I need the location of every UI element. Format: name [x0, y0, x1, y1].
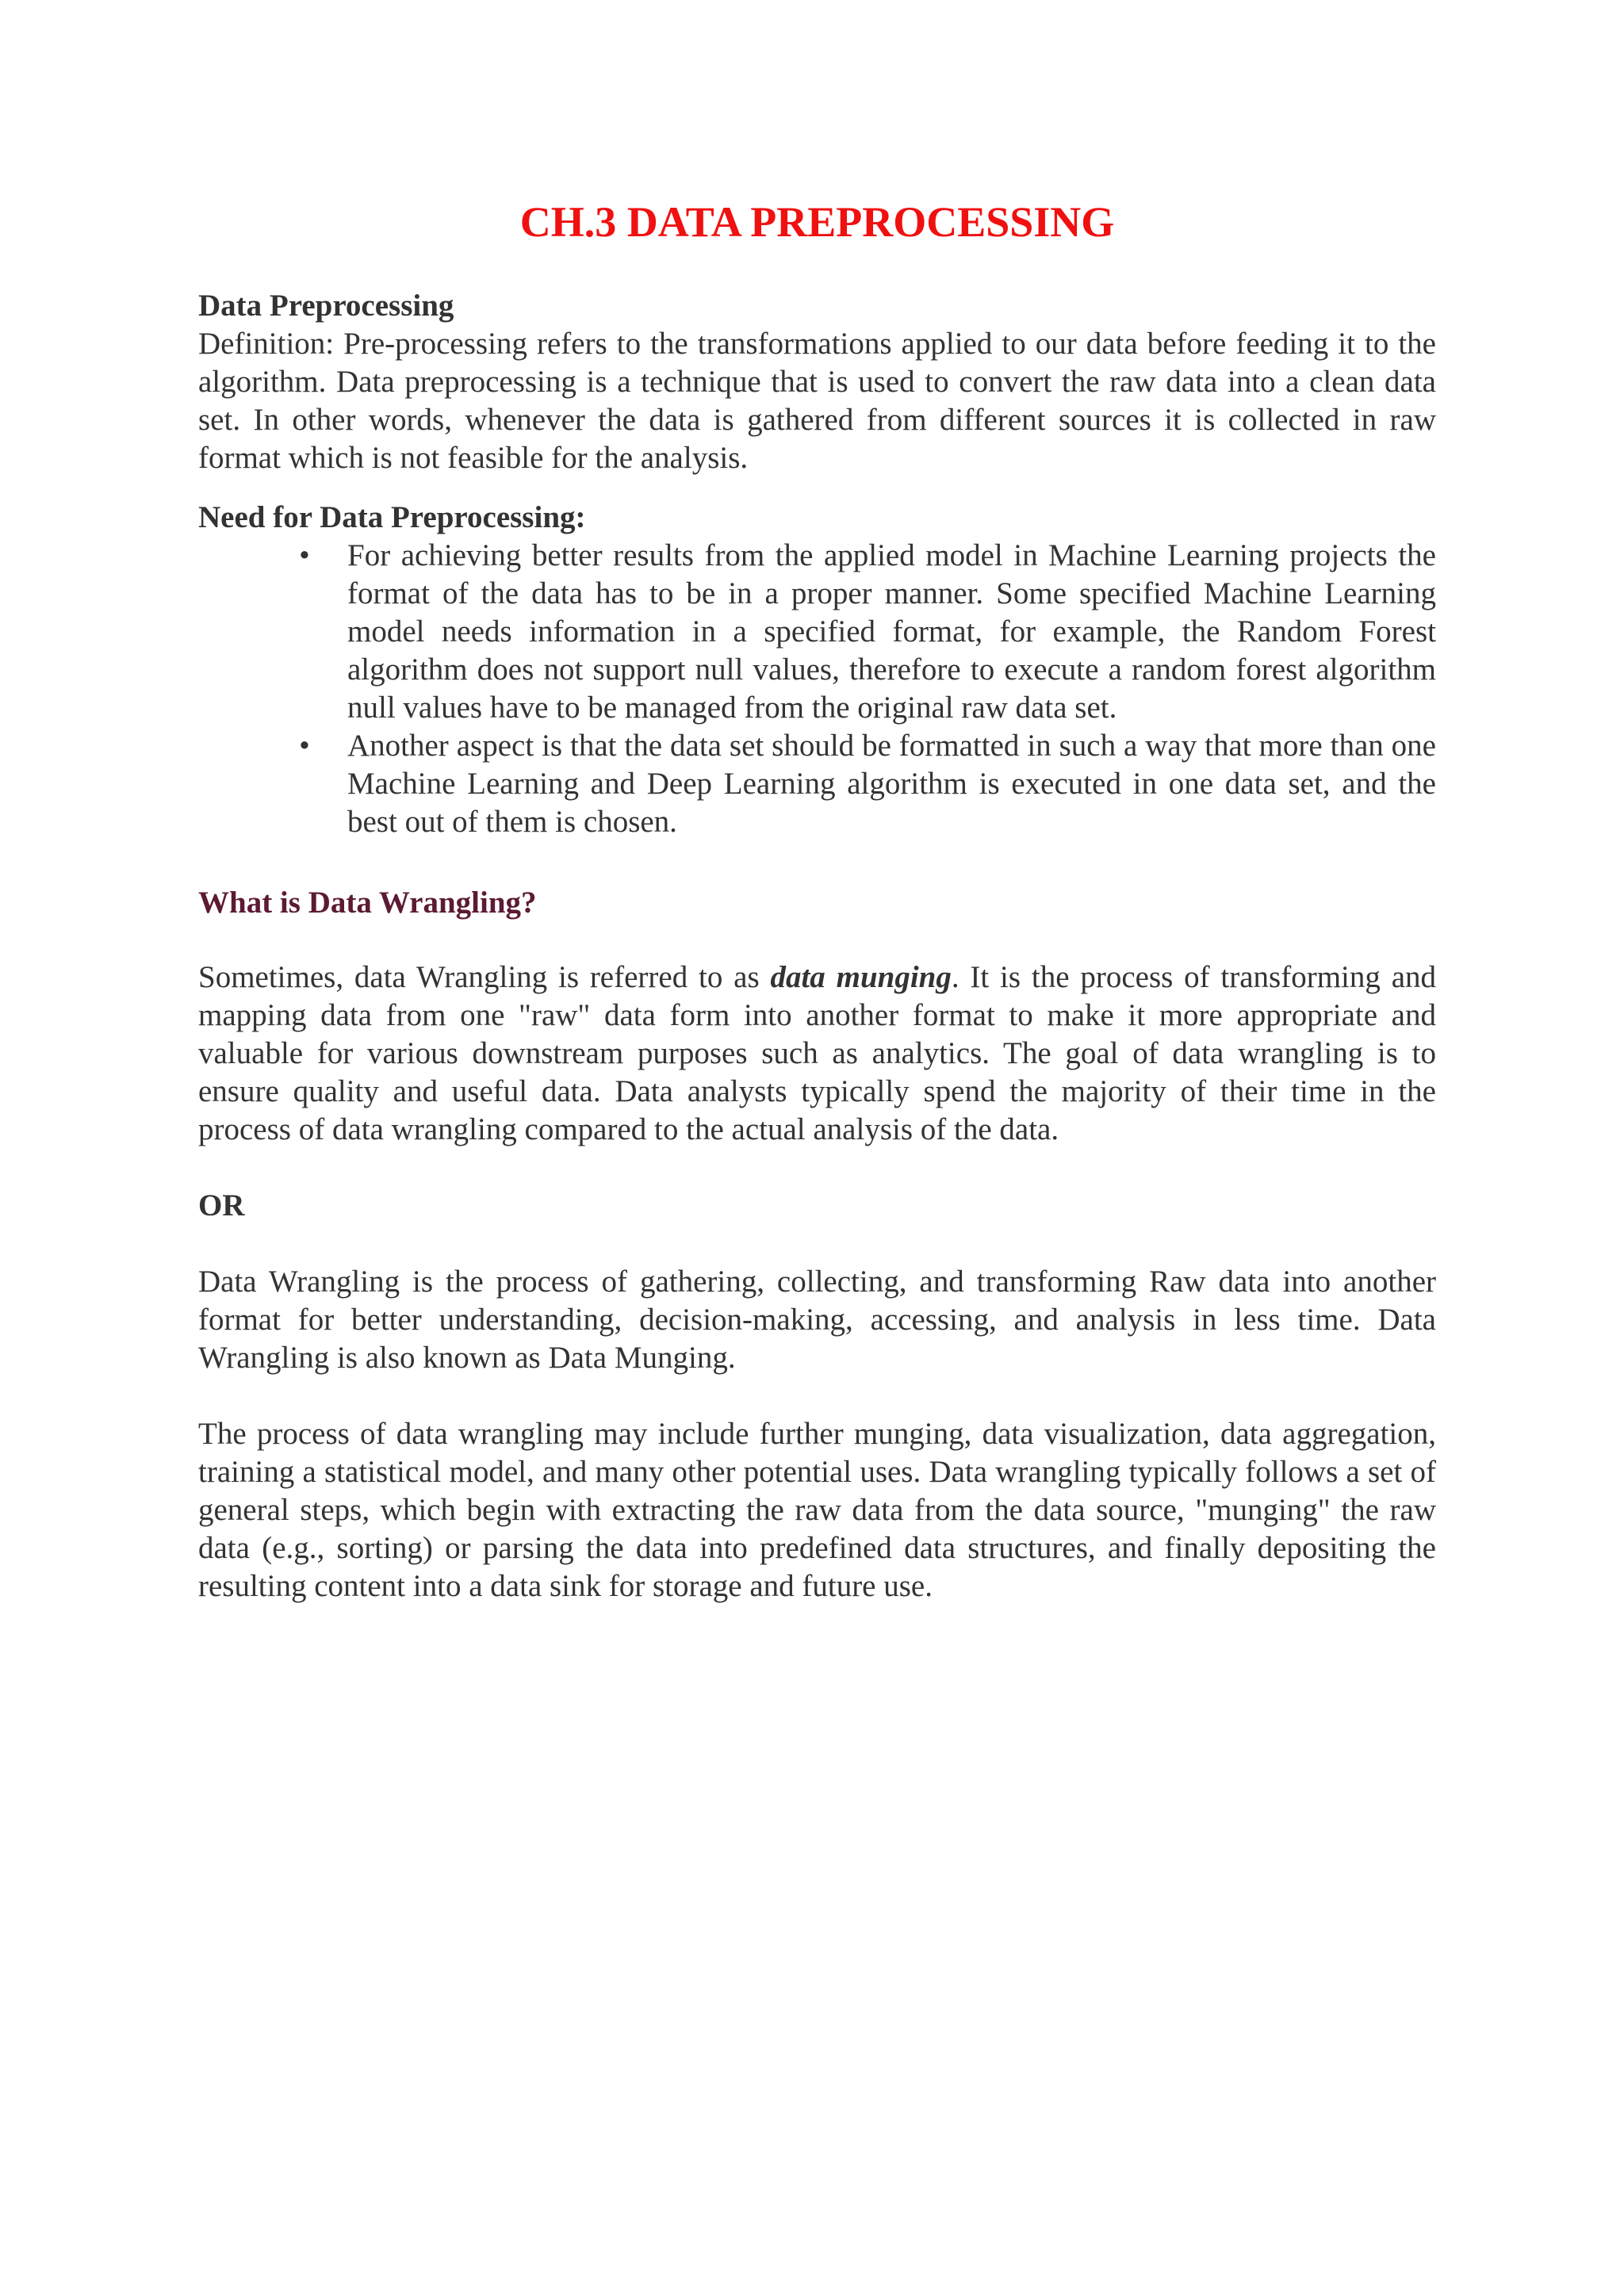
page-title: CH.3 DATA PREPROCESSING: [519, 198, 1115, 246]
or-label: OR: [198, 1188, 245, 1223]
wrangling-paragraph-3: The process of data wrangling may include further munging, data visualization, data aggregation, training a statistical model, and many other potential uses. Data wrangling typically follows a set of general steps, which begin with extracting the raw data from the data source, "munging" the raw data (e.g., sorting) or parsing the data into predefined data structures, and finally depositing the resulting content into a data sink for storage and future use.: [198, 1417, 1436, 1603]
list-item: [198, 727, 1436, 841]
definition-paragraph: Definition: Pre-processing refers to the transformations applied to our data before feeding it to the algorithm. Data preprocessing is a technique that is used to convert the raw data into a clean data set. In other words, whenever the data is gathered from different sources it is collected in raw format which is not feasible for the analysis.: [198, 327, 1436, 475]
wrangling-paragraph-1: [198, 959, 1436, 1149]
paragraph-text: . It is the process of transforming and mapping data from one "raw" data form into another format to make it more appropriate and valuable for various downstream purposes such as analytics. The goal of data wrangling is to ensure quality and useful data. Data analysts typically spend the majority of their time in the process of data wrangling compared to the actual analysis of the data.: [198, 960, 1436, 1146]
paragraph-text: Sometimes, data Wrangling is referred to as: [198, 960, 771, 994]
section-heading-data-wrangling: What is Data Wrangling?: [198, 886, 537, 920]
list-item: [198, 537, 1436, 727]
bullet-icon: •: [299, 729, 310, 763]
bullet-text: Another aspect is that the data set should be formatted in such a way that more than one Machine Learning and Deep Learning algorithm is executed in one data set, and the best out of them is chosen.: [347, 729, 1436, 839]
bullet-icon: •: [299, 538, 310, 572]
bullet-text: For achieving better results from the applied model in Machine Learning projects the format of the data has to be in a proper manner. Some specified Machine Learning model needs information in a specified format, for example, the Random Forest algorithm does not support null values, therefore to execute a random forest algorithm null values have to be managed from the original raw data set.: [347, 538, 1436, 725]
section-heading-data-preprocessing: Data Preprocessing: [198, 289, 454, 323]
section-heading-need-for-preprocessing: Need for Data Preprocessing:: [198, 500, 586, 534]
wrangling-paragraph-2: Data Wrangling is the process of gathering, collecting, and transforming Raw data into another format for better understanding, decision-making, accessing, and analysis in less time. Data Wrangling is also known as Data Munging.: [198, 1265, 1436, 1375]
need-bullet-list: [198, 537, 1436, 841]
emphasis-text: data munging: [770, 960, 952, 994]
